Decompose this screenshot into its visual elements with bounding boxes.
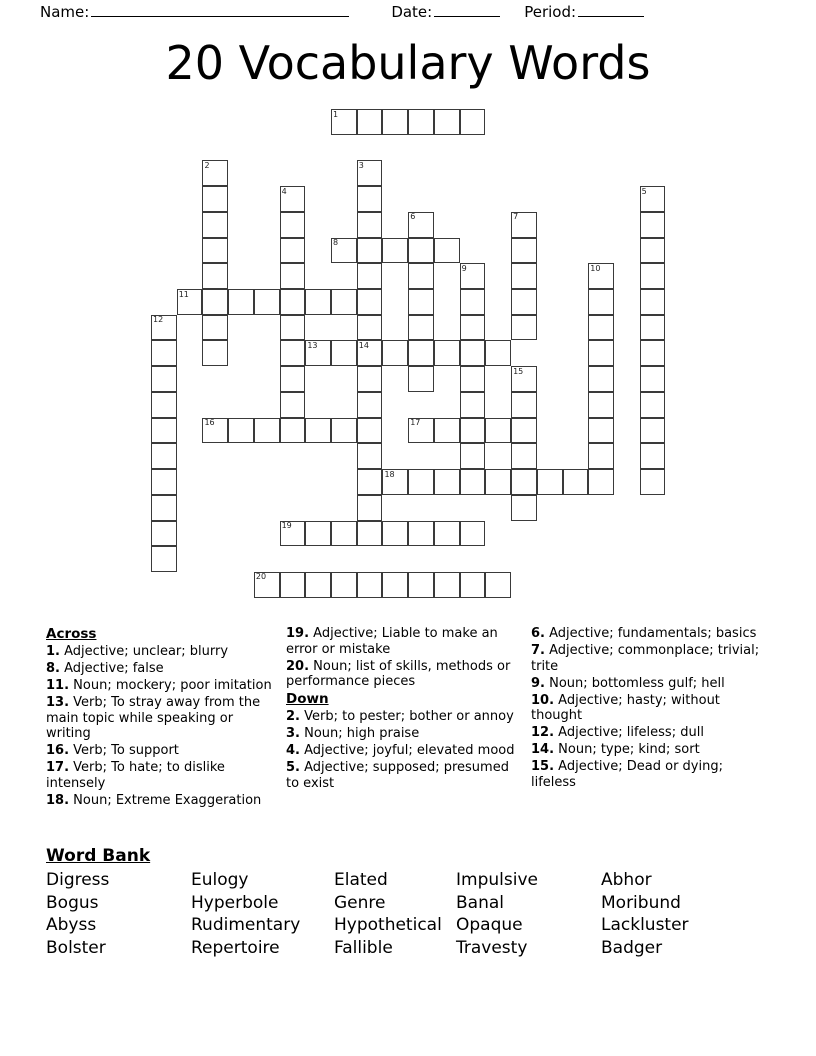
crossword-cell[interactable] — [511, 469, 537, 495]
crossword-cell[interactable] — [640, 392, 666, 418]
word-bank-word: Bogus — [46, 892, 99, 913]
crossword-cell[interactable] — [331, 418, 357, 444]
clue-text: Noun; mockery; poor imitation — [69, 678, 272, 693]
crossword-cell[interactable] — [151, 546, 177, 572]
crossword-cell[interactable] — [151, 418, 177, 444]
page-title: 20 Vocabulary Words — [165, 36, 651, 90]
across-clue — [46, 644, 272, 660]
crossword-cell[interactable] — [151, 315, 177, 341]
crossword-cell[interactable] — [408, 263, 434, 289]
crossword-cell[interactable] — [640, 315, 666, 341]
crossword-cell[interactable] — [408, 212, 434, 238]
clue-number: 5. — [286, 760, 300, 775]
crossword-cell[interactable] — [357, 392, 383, 418]
crossword-cell[interactable] — [280, 521, 306, 547]
crossword-cell[interactable] — [460, 366, 486, 392]
clue-number: 17. — [46, 760, 70, 775]
word-bank-heading: Word Bank — [46, 846, 151, 866]
period-label: Period: — [524, 3, 577, 21]
crossword-cell[interactable] — [640, 340, 666, 366]
crossword-cell[interactable] — [331, 109, 357, 135]
crossword-cell-number: 8 — [333, 238, 339, 248]
across-heading: Across — [46, 626, 97, 642]
crossword-cell[interactable] — [280, 418, 306, 444]
across-clue — [46, 793, 272, 809]
clue-text: Noun; Extreme Exaggeration — [69, 792, 262, 808]
across-clue — [46, 695, 272, 742]
crossword-cell[interactable] — [408, 238, 434, 264]
clue-number: 14. — [531, 742, 555, 757]
down-clue — [286, 743, 517, 759]
crossword-cell[interactable] — [408, 469, 434, 495]
across-clue — [46, 678, 272, 694]
crossword-cell[interactable] — [408, 109, 434, 135]
crossword-cell[interactable] — [511, 315, 537, 341]
crossword-cell[interactable] — [357, 238, 383, 264]
crossword-cell[interactable] — [357, 572, 383, 598]
clue-text: Adjective; Liable to make an error or mistake — [286, 626, 498, 657]
crossword-cell-number: 12 — [153, 315, 164, 325]
crossword-cell[interactable] — [280, 315, 306, 341]
crossword-cell[interactable] — [357, 263, 383, 289]
crossword-cell[interactable] — [588, 469, 614, 495]
crossword-cell[interactable] — [640, 366, 666, 392]
word-bank-word: Badger — [601, 937, 663, 958]
crossword-cell[interactable] — [151, 469, 177, 495]
clue-number: 11. — [46, 678, 70, 693]
crossword-cell[interactable] — [511, 212, 537, 238]
clues-section — [46, 626, 776, 810]
down-clue — [286, 726, 517, 742]
crossword-cell[interactable] — [382, 469, 408, 495]
crossword-cell[interactable] — [588, 443, 614, 469]
crossword-cell-number: 1 — [333, 109, 339, 119]
across-clue — [46, 661, 272, 677]
crossword-cell-number: 20 — [255, 572, 267, 582]
clue-text: Adjective; lifeless; dull — [554, 725, 704, 740]
word-bank-list — [46, 869, 776, 959]
crossword-cell[interactable] — [151, 366, 177, 392]
crossword-cell[interactable] — [202, 212, 228, 238]
word-bank-word: Rudimentary — [191, 915, 301, 935]
crossword-cell[interactable] — [305, 289, 331, 315]
crossword-cell-number: 18 — [384, 469, 395, 479]
word-bank-word: Genre — [334, 892, 386, 913]
crossword-cell[interactable] — [511, 392, 537, 418]
clues-column-1 — [46, 626, 286, 810]
crossword-cell[interactable] — [331, 521, 357, 547]
crossword-cell[interactable] — [151, 495, 177, 521]
crossword-cell[interactable] — [228, 289, 254, 315]
crossword-cell[interactable] — [640, 289, 666, 315]
crossword-cell-number: 9 — [461, 263, 467, 273]
crossword-cell[interactable] — [460, 315, 486, 341]
crossword-cell[interactable] — [280, 238, 306, 264]
crossword-cell[interactable] — [202, 186, 228, 212]
clue-number: 20. — [286, 658, 310, 674]
crossword-cell[interactable] — [382, 572, 408, 598]
crossword-cell[interactable] — [331, 238, 357, 264]
word-bank-word: Elated — [334, 870, 388, 890]
crossword-cell[interactable] — [511, 366, 537, 392]
word-bank-word: Hypothetical — [334, 915, 442, 935]
clue-text: Noun; list of skills, methods or performance pieces — [286, 658, 511, 689]
crossword-cell[interactable] — [357, 469, 383, 495]
crossword-cell[interactable] — [408, 315, 434, 341]
clue-text: Verb; to pester; bother or annoy — [299, 709, 514, 724]
crossword-cell[interactable] — [640, 238, 666, 264]
crossword-cell[interactable] — [408, 521, 434, 547]
crossword-cell[interactable] — [511, 263, 537, 289]
clue-text: Adjective; joyful; elevated mood — [299, 743, 515, 758]
down-clue — [531, 676, 762, 692]
name-label: Name: — [40, 3, 90, 21]
clue-text: Noun; bottomless gulf; hell — [544, 675, 725, 691]
down-clue — [531, 643, 762, 674]
word-bank-section — [46, 845, 776, 959]
crossword-cell[interactable] — [202, 315, 228, 341]
crossword-cell-number: 6 — [410, 212, 416, 222]
crossword-cell[interactable] — [305, 340, 331, 366]
crossword-cell[interactable] — [357, 418, 383, 444]
word-bank-word: Banal — [456, 892, 504, 913]
crossword-cell[interactable] — [588, 340, 614, 366]
crossword-cell[interactable] — [511, 418, 537, 444]
crossword-cell[interactable] — [640, 469, 666, 495]
crossword-cell[interactable] — [485, 572, 511, 598]
crossword-cell[interactable] — [331, 289, 357, 315]
clue-number: 8. — [46, 661, 60, 676]
crossword-cell[interactable] — [202, 263, 228, 289]
crossword-cell[interactable] — [460, 572, 486, 598]
crossword-cell[interactable] — [280, 572, 306, 598]
across-clue — [46, 743, 272, 759]
crossword-cell[interactable] — [254, 289, 280, 315]
clue-number: 7. — [531, 643, 545, 658]
clue-text: Adjective; hasty; without thought — [531, 692, 720, 723]
word-bank-word: Opaque — [456, 915, 523, 935]
crossword-cell[interactable] — [408, 366, 434, 392]
crossword-cell[interactable] — [382, 340, 408, 366]
date-label: Date: — [391, 3, 433, 21]
down-clue — [286, 709, 517, 725]
crossword-cell[interactable] — [460, 392, 486, 418]
crossword-cell[interactable] — [408, 289, 434, 315]
word-bank-word: Abyss — [46, 915, 97, 935]
across-clue — [286, 659, 517, 690]
crossword-cell[interactable] — [434, 340, 460, 366]
crossword-cell[interactable] — [151, 392, 177, 418]
crossword-cell[interactable] — [460, 469, 486, 495]
clue-text: Adjective; Dead or dying; lifeless — [531, 759, 723, 790]
clue-text: Noun; type; kind; sort — [554, 742, 700, 757]
crossword-cell[interactable] — [254, 572, 280, 598]
crossword-cell[interactable] — [357, 289, 383, 315]
word-bank-word: Repertoire — [191, 937, 280, 958]
word-bank-word: Digress — [46, 870, 110, 890]
crossword-cell[interactable] — [202, 289, 228, 315]
crossword-cell[interactable] — [460, 340, 486, 366]
crossword-cell[interactable] — [357, 212, 383, 238]
down-clue — [531, 742, 762, 758]
crossword-cell[interactable] — [460, 443, 486, 469]
word-bank-word: Lackluster — [601, 915, 689, 935]
crossword-cell[interactable] — [331, 340, 357, 366]
crossword-cell[interactable] — [640, 418, 666, 444]
crossword-cell[interactable] — [588, 366, 614, 392]
crossword-cell[interactable] — [511, 289, 537, 315]
crossword-cell[interactable] — [357, 521, 383, 547]
crossword-cell[interactable] — [408, 340, 434, 366]
clue-number: 2. — [286, 709, 300, 724]
crossword-cell[interactable] — [588, 418, 614, 444]
crossword-cell[interactable] — [434, 238, 460, 264]
clue-number: 18. — [46, 792, 70, 808]
crossword-cell[interactable] — [331, 572, 357, 598]
crossword-cell[interactable] — [460, 263, 486, 289]
crossword-cell[interactable] — [485, 340, 511, 366]
crossword-cell[interactable] — [640, 186, 666, 212]
clues-column-3 — [531, 626, 776, 792]
down-heading: Down — [286, 691, 329, 707]
clue-number: 6. — [531, 626, 545, 641]
crossword-cell[interactable] — [357, 495, 383, 521]
crossword-cell[interactable] — [280, 263, 306, 289]
down-clue — [531, 626, 762, 642]
crossword-cell[interactable] — [485, 418, 511, 444]
crossword-cell[interactable] — [202, 160, 228, 186]
word-bank-word: Travesty — [456, 937, 528, 958]
crossword-cell[interactable] — [485, 469, 511, 495]
crossword-cell-number: 10 — [590, 263, 601, 273]
crossword-cell[interactable] — [511, 495, 537, 521]
crossword-cell[interactable] — [434, 572, 460, 598]
word-bank-word: Impulsive — [456, 870, 538, 890]
clue-number: 16. — [46, 743, 70, 758]
crossword-cell[interactable] — [511, 238, 537, 264]
crossword-cell[interactable] — [280, 186, 306, 212]
crossword-cell[interactable] — [202, 238, 228, 264]
word-bank-word: Fallible — [334, 937, 393, 958]
crossword-cell[interactable] — [254, 418, 280, 444]
crossword-cell-number: 15 — [513, 366, 524, 376]
clue-number: 4. — [286, 743, 300, 758]
clue-text: Adjective; commonplace; trivial; trite — [531, 643, 760, 674]
crossword-cell[interactable] — [357, 340, 383, 366]
crossword-cell[interactable] — [588, 392, 614, 418]
crossword-cell[interactable] — [151, 521, 177, 547]
crossword-cell[interactable] — [280, 366, 306, 392]
crossword-cell[interactable] — [280, 392, 306, 418]
word-bank-word: Abhor — [601, 870, 652, 890]
crossword-cell[interactable] — [640, 443, 666, 469]
crossword-cell[interactable] — [357, 186, 383, 212]
clue-text: Noun; high praise — [299, 726, 420, 741]
clue-number: 12. — [531, 725, 555, 740]
crossword-cell[interactable] — [588, 289, 614, 315]
crossword-cell[interactable] — [280, 340, 306, 366]
clues-column-2 — [286, 626, 531, 793]
crossword-cell[interactable] — [408, 418, 434, 444]
crossword-cell[interactable] — [434, 109, 460, 135]
crossword-cell[interactable] — [434, 469, 460, 495]
crossword-cell[interactable] — [357, 109, 383, 135]
word-bank-word: Bolster — [46, 937, 106, 958]
down-clue — [531, 759, 762, 790]
crossword-cell-number: 3 — [358, 160, 364, 170]
clue-text: Adjective; unclear; blurry — [59, 644, 229, 659]
clue-text: Verb; To support — [69, 743, 179, 758]
crossword-cell[interactable] — [382, 238, 408, 264]
clue-number: 3. — [286, 726, 300, 741]
crossword-cell-number: 16 — [204, 418, 215, 428]
crossword-cell-number: 5 — [641, 186, 647, 196]
crossword-cell[interactable] — [537, 469, 563, 495]
crossword-cell[interactable] — [382, 521, 408, 547]
crossword-cell[interactable] — [357, 443, 383, 469]
crossword-cell[interactable] — [434, 418, 460, 444]
clue-number: 15. — [531, 759, 555, 774]
crossword-cell-number: 14 — [358, 340, 369, 350]
crossword-cell[interactable] — [460, 521, 486, 547]
crossword-cell[interactable] — [305, 572, 331, 598]
across-clue — [46, 760, 272, 791]
crossword-cell-number: 11 — [178, 289, 189, 299]
crossword-cell[interactable] — [460, 418, 486, 444]
crossword-cell[interactable] — [305, 521, 331, 547]
crossword-cell[interactable] — [357, 366, 383, 392]
word-bank-word: Moribund — [601, 892, 681, 913]
crossword-cell-number: 17 — [410, 418, 421, 428]
crossword-cell[interactable] — [228, 418, 254, 444]
crossword-cell[interactable] — [434, 521, 460, 547]
crossword-cell-number: 19 — [281, 521, 292, 531]
clue-number: 13. — [46, 695, 70, 710]
crossword-cell[interactable] — [202, 340, 228, 366]
crossword-cell[interactable] — [151, 340, 177, 366]
crossword-cell-number: 4 — [281, 186, 287, 196]
clue-text: Adjective; false — [59, 661, 164, 676]
clue-number: 19. — [286, 626, 310, 641]
crossword-cell[interactable] — [177, 289, 203, 315]
crossword-cell[interactable] — [151, 443, 177, 469]
crossword-cell[interactable] — [305, 418, 331, 444]
crossword-cell[interactable] — [202, 418, 228, 444]
crossword-cell[interactable] — [280, 212, 306, 238]
clue-text: Adjective; fundamentals; basics — [544, 626, 757, 641]
crossword-cell[interactable] — [563, 469, 589, 495]
crossword-cell[interactable] — [382, 109, 408, 135]
crossword-cell[interactable] — [640, 212, 666, 238]
clue-number: 1. — [46, 644, 60, 659]
across-clue — [286, 626, 517, 657]
clue-text: Adjective; supposed; presumed to exist — [286, 760, 509, 791]
down-clue — [531, 725, 762, 741]
down-clue — [531, 693, 762, 724]
clue-text: Verb; To stray away from the main topic while speaking or writing — [46, 695, 261, 741]
crossword-cell[interactable] — [588, 263, 614, 289]
crossword-cell[interactable] — [408, 572, 434, 598]
crossword-cell-number: 7 — [513, 212, 519, 222]
crossword-cell[interactable] — [460, 289, 486, 315]
crossword-cell[interactable] — [460, 109, 486, 135]
clue-number: 10. — [531, 692, 555, 708]
word-bank-word: Hyperbole — [191, 892, 279, 913]
crossword-cell-number: 13 — [307, 340, 318, 350]
clue-text: Verb; To hate; to dislike intensely — [46, 760, 225, 791]
crossword-cell[interactable] — [511, 443, 537, 469]
word-bank-word: Eulogy — [191, 870, 249, 890]
crossword-cell[interactable] — [357, 160, 383, 186]
crossword-cell[interactable] — [357, 315, 383, 341]
crossword-cell[interactable] — [280, 289, 306, 315]
crossword-cell-number: 2 — [204, 160, 210, 170]
crossword-cell[interactable] — [640, 263, 666, 289]
crossword-cell[interactable] — [588, 315, 614, 341]
clue-number: 9. — [531, 675, 545, 691]
down-clue — [286, 760, 517, 791]
